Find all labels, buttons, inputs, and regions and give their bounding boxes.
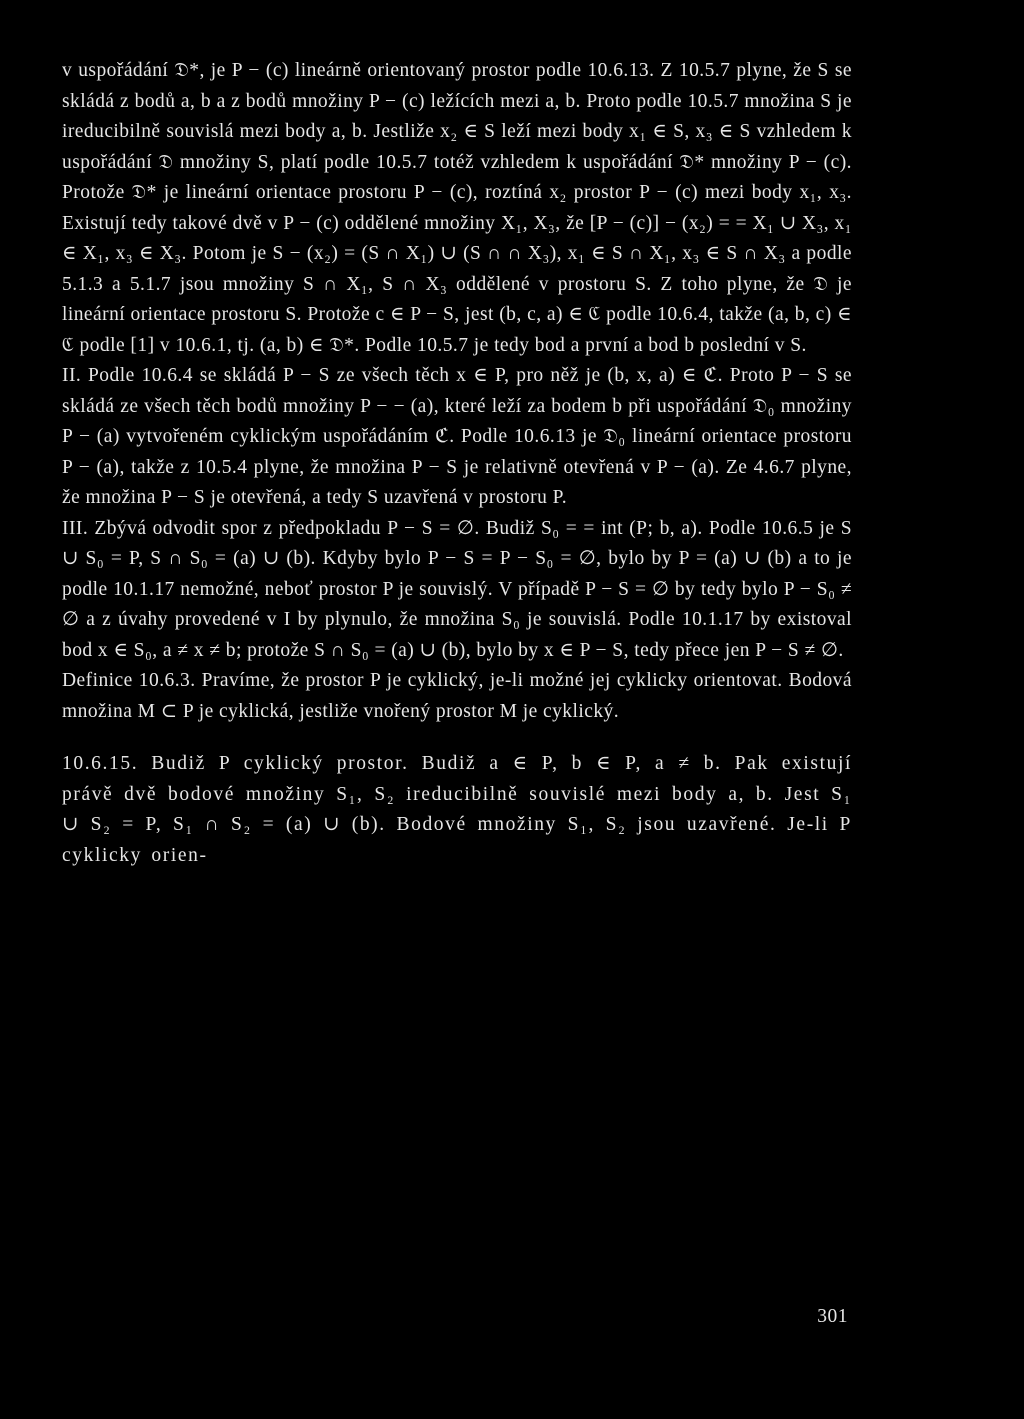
paragraph-proof-i: v uspořádání 𝔇*, je P − (c) lineárně orientovaný prostor podle 10.6.13. Z 10.5.7 plyne, že S se skládá z bodů a, b a z bodů množiny P − (c) ležících mezi a, b. Proto podle 10.5.7 množina S je ireducibilně souvislá mezi body a, b. Jestliže x₂ ∈ S leží mezi body x₁ ∈ S, x₃ ∈ S vzhledem k uspořádání 𝔇 množiny S, platí podle 10.5.7 totéž vzhledem k uspořádání 𝔇* množiny P − (c). Protože 𝔇* je lineární orientace prostoru P − (c), roztíná x₂ prostor P − (c) mezi body x₁, x₃. Existují tedy takové dvě v P − (c) oddělené množiny X₁, X₃, že [P − (c)] − (x₂) = = X₁ ∪ X₃, x₁ ∈ X₁, x₃ ∈ X₃. Potom je S − (x₂) = (S ∩ X₁) ∪ (S ∩ ∩ X₃), x₁ ∈ S ∩ X₁, x₃ ∈ S ∩ X₃ a podle 5.1.3 a 5.1.7 jsou množiny S ∩ X₁, S ∩ X₃ oddělené v prostoru S. Z toho plyne, že 𝔇 je lineární orientace prostoru S. Protože c ∈ P − S, jest (b, c, a) ∈ ℭ podle 10.6.4, takže (a, b, c) ∈ ℭ podle [1] v 10.6.1, tj. (a, b) ∈ 𝔇*. Podle 10.5.7 je tedy bod a první a bod b poslední v S. — [62, 60, 852, 356]
paragraph-proof-ii: II. Podle 10.6.4 se skládá P − S ze všech těch x ∈ P, pro něž je (b, x, a) ∈ ℭ. Proto P − S se skládá ze všech těch bodů množiny P − − (a), které leží za bodem b při uspořádání 𝔇₀ množiny P − (a) vytvořeném cyklickým uspořádáním ℭ. Podle 10.6.13 je 𝔇₀ lineární orientace prostoru P − (a), takže z 10.5.4 plyne, že množina P − S je relativně otevřená v P − (a). Ze 4.6.7 plyne, že množina P − S je otevřená, a tedy S uzavřená v prostoru P. — [62, 365, 852, 508]
theorem-10-6-15: 10.6.15. Budiž P cyklický prostor. Budiž a ∈ P, b ∈ P, a ≠ b. Pak existují právě dvě bodové množiny S₁, S₂ ireducibilně souvislé mezi body a, b. Jest S₁ ∪ S₂ = P, S₁ ∩ S₂ = (a) ∪ (b). Bodové množiny S₁, S₂ jsou uzavřené. Je-li P cyklicky orien- — [62, 753, 852, 866]
page-number: 301 — [817, 1306, 848, 1327]
paragraph-proof-iii: III. Zbývá odvodit spor z předpokladu P − S = ∅. Budiž S₀ = = int (P; b, a). Podle 10.6.5 je S ∪ S₀ = P, S ∩ S₀ = (a) ∪ (b). Kdyby bylo P − S = P − S₀ = ∅, bylo by P = (a) ∪ (b) a to je podle 10.1.17 nemožné, neboť prostor P je souvislý. V případě P − S = ∅ by tedy bylo P − S₀ ≠ ∅ a z úvahy provedené v I by plynulo, že množina S₀ je souvislá. Podle 10.1.17 by existoval bod x ∈ S₀, a ≠ x ≠ b; protože S ∩ S₀ = (a) ∪ (b), bylo by x ∈ P − S, tedy přece jen P − S ≠ ∅. — [62, 517, 852, 661]
page-body — [62, 56, 852, 871]
definition-10-6-3: Definice 10.6.3. Pravíme, že prostor P je cyklický, je-li možné jej cyklicky orientovat. Bodová množina M ⊂ P je cyklická, jestliže vnořený prostor M je cyklický. — [62, 670, 852, 722]
